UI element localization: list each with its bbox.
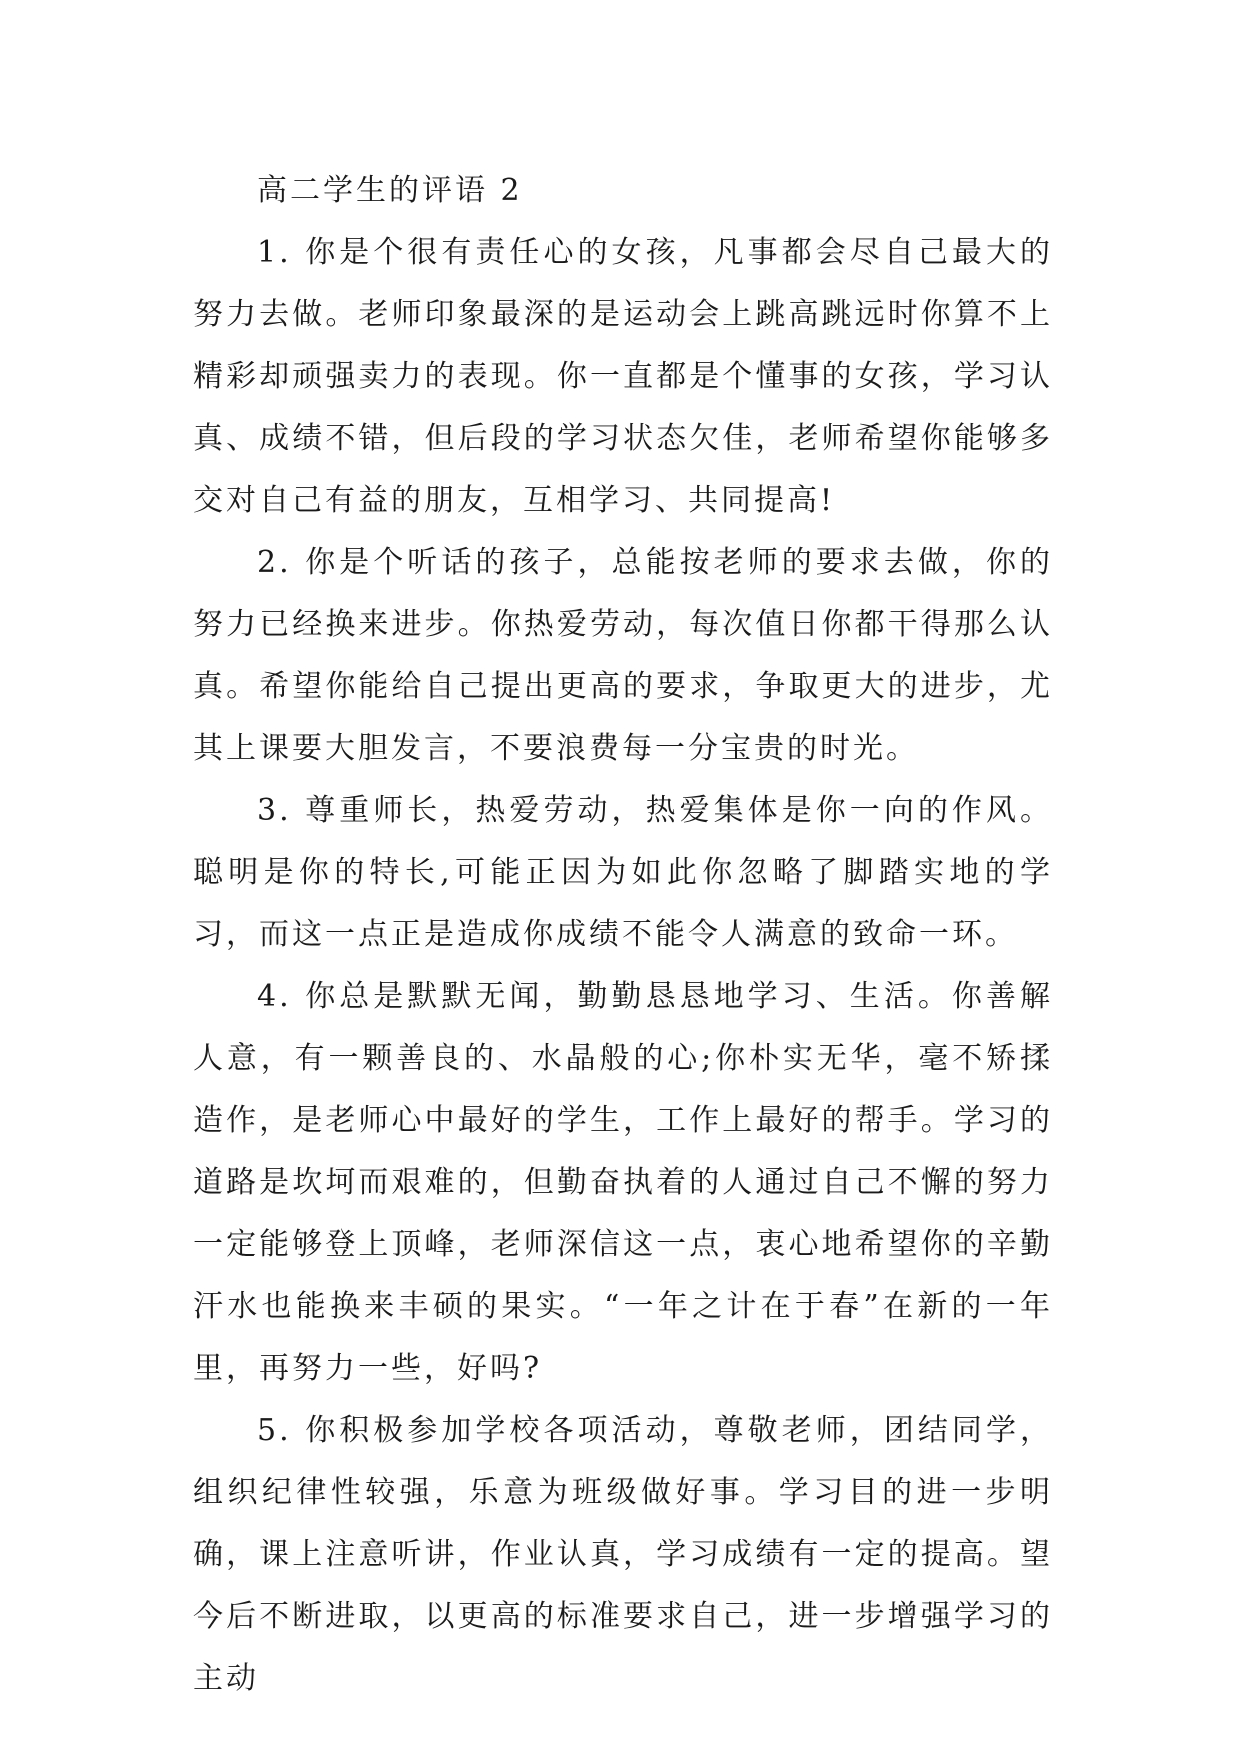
document-body: [193, 160, 1053, 1710]
paragraph-3: 3. 尊重师长，热爱劳动，热爱集体是你一向的作风。聪明是你的特长,可能正因为如此你忽略了脚踏实地的学习，而这一点正是造成你成绩不能令人满意的致命一环。: [193, 793, 1053, 952]
paragraph-4: 4. 你总是默默无闻，勤勤恳恳地学习、生活。你善解人意，有一颗善良的、水晶般的心;你朴实无华，毫不矫揉造作，是老师心中最好的学生，工作上最好的帮手。学习的道路是坎坷而艰难的，但勤奋执着的人通过自己不懈的努力一定能够登上顶峰，老师深信这一点，衷心地希望你的辛勤汗水也能换来丰硕的果实。“一年之计在于春”在新的一年里，再努力一些，好吗?: [193, 979, 1053, 1386]
paragraph-2: 2. 你是个听话的孩子，总能按老师的要求去做，你的努力已经换来进步。你热爱劳动，每次值日你都干得那么认真。希望你能给自己提出更高的要求，争取更大的进步，尤其上课要大胆发言，不要浪费每一分宝贵的时光。: [193, 545, 1053, 766]
document-title: 高二学生的评语 2: [257, 173, 523, 208]
paragraph-5: 5. 你积极参加学校各项活动，尊敬老师，团结同学，组织纪律性较强，乐意为班级做好事。学习目的进一步明确，课上注意听讲，作业认真，学习成绩有一定的提高。望今后不断进取，以更高的标准要求自己，进一步增强学习的主动: [193, 1413, 1053, 1696]
paragraph-1: 1. 你是个很有责任心的女孩，凡事都会尽自己最大的努力去做。老师印象最深的是运动会上跳高跳远时你算不上精彩却顽强卖力的表现。你一直都是个懂事的女孩，学习认真、成绩不错，但后段的学习状态欠佳，老师希望你能够多交对自己有益的朋友，互相学习、共同提高!: [193, 235, 1053, 518]
